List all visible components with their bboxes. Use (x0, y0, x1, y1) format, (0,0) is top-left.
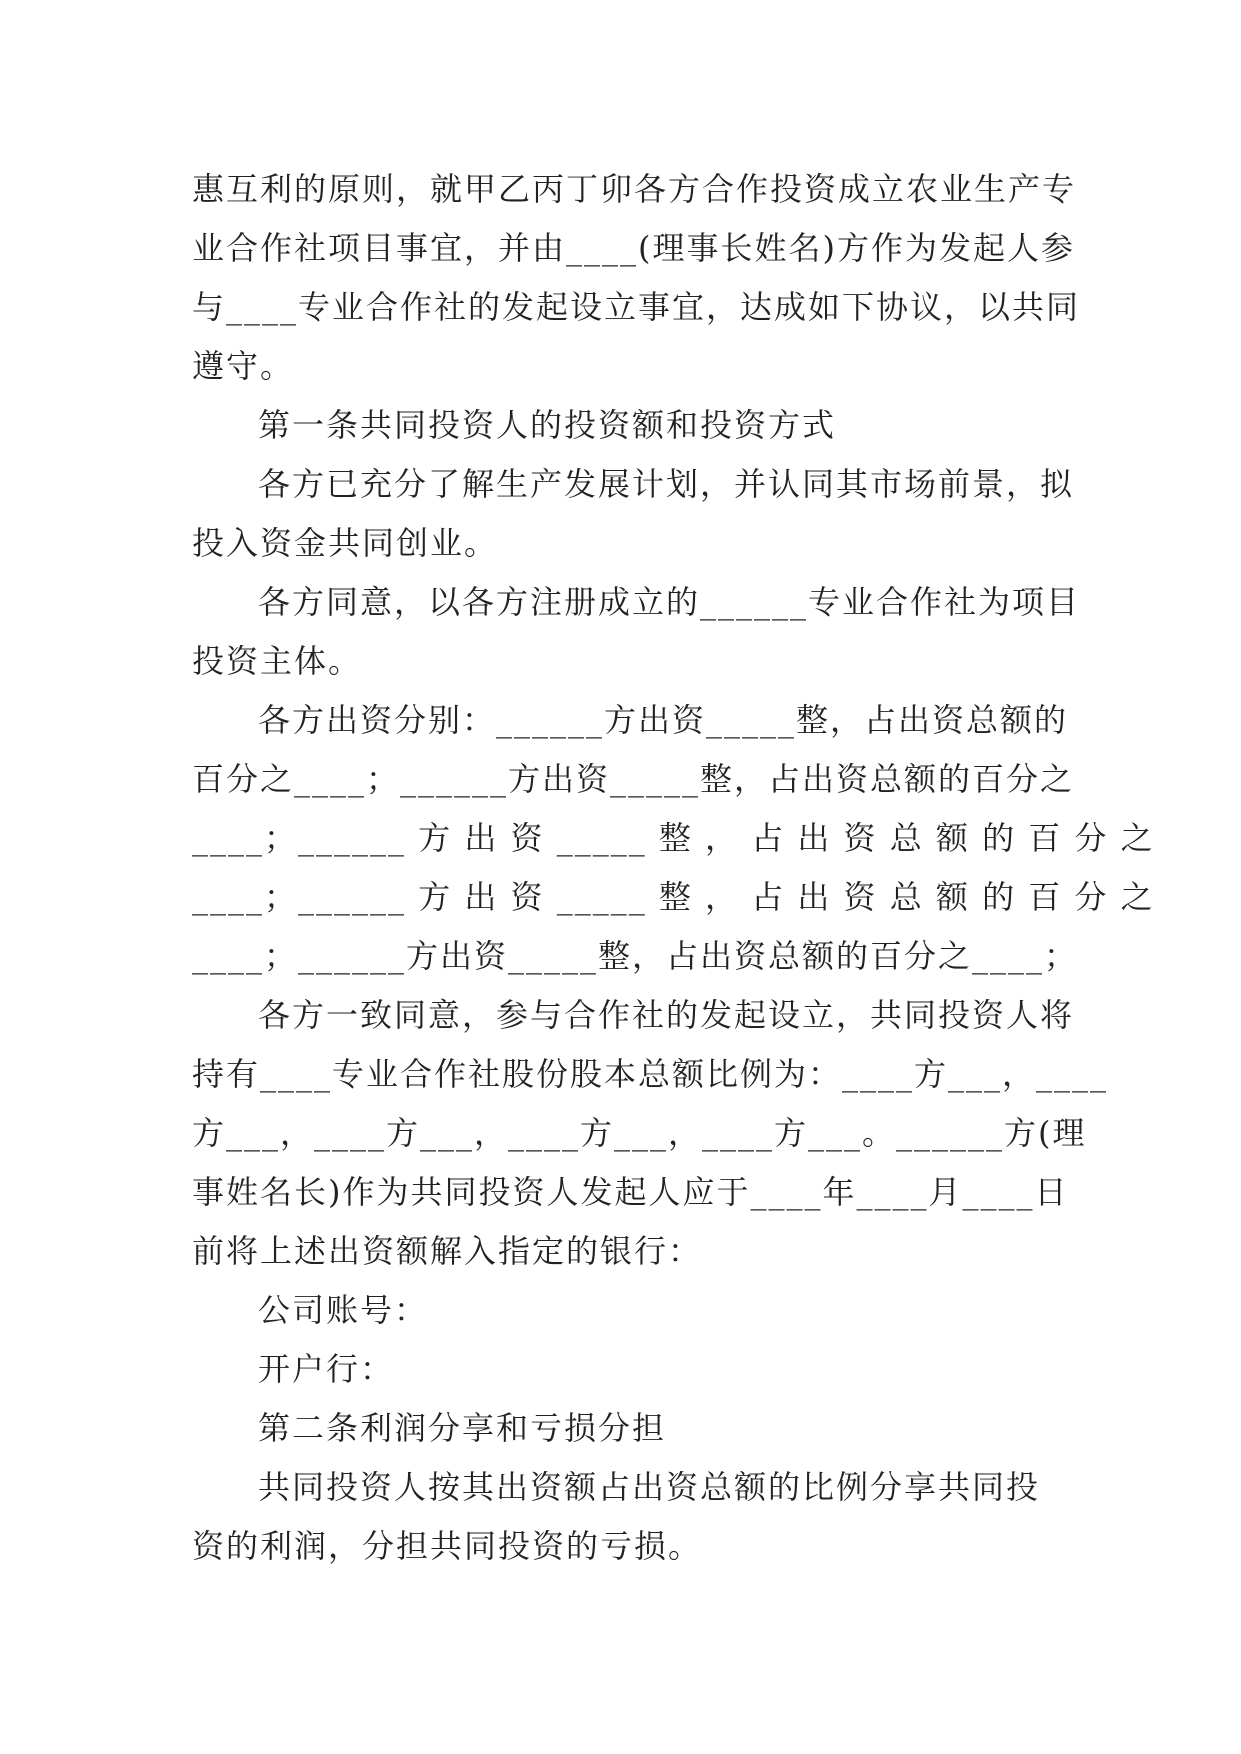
body-line: 资的利润，分担共同投资的亏损。 (192, 1527, 703, 1565)
body-line: 业合作社项目事宜，并由____(理事长姓名)方作为发起人参 (192, 229, 1075, 267)
body-line: 百分之____；______方出资_____整，占出资总额的百分之 (192, 760, 1075, 798)
document-body (192, 160, 1155, 1576)
body-line: 各方一致同意，参与合作社的发起设立，共同投资人将 (258, 996, 1075, 1034)
body-line: 与____专业合作社的发起设立事宜，达成如下协议，以共同 (192, 288, 1081, 326)
body-line: 投入资金共同创业。 (192, 524, 499, 562)
body-line: 方___，____方___，____方___，____方___。______方(理 (192, 1114, 1087, 1152)
body-line: 各方已充分了解生产发展计划，并认同其市场前景，拟 (258, 465, 1075, 503)
body-line: 各方同意，以各方注册成立的______专业合作社为项目 (258, 583, 1081, 621)
body-line: 持有____专业合作社股份股本总额比例为：____方___，____ (192, 1055, 1109, 1093)
section-heading-2: 第二条利润分享和亏损分担 (258, 1409, 667, 1447)
body-line: 前将上述出资额解入指定的银行： (192, 1232, 703, 1270)
section-heading-1: 第一条共同投资人的投资额和投资方式 (258, 406, 837, 444)
body-line: 各方出资分别：______方出资_____整，占出资总额的 (258, 701, 1069, 739)
bank-label: 开户行： (258, 1350, 395, 1388)
body-line: 事姓名长)作为共同投资人发起人应于____年____月____日 (192, 1173, 1069, 1211)
body-line: 投资主体。 (192, 642, 363, 680)
body-line: 共同投资人按其出资额占出资总额的比例分享共同投 (258, 1468, 1041, 1506)
body-line: 惠互利的原则，就甲乙丙丁卯各方合作投资成立农业生产专 (192, 170, 1077, 208)
company-account-label: 公司账号： (258, 1291, 429, 1329)
body-line: 遵守。 (192, 347, 295, 385)
body-line: ____；______ 方 出 资 _____ 整 ， 占 出 资 总 额 的 百 分 之 (192, 819, 1155, 857)
body-line: ____；______方出资_____整，占出资总额的百分之____； (192, 937, 1079, 975)
body-line: ____；______ 方 出 资 _____ 整 ， 占 出 资 总 额 的 百 分 之 (192, 878, 1155, 916)
